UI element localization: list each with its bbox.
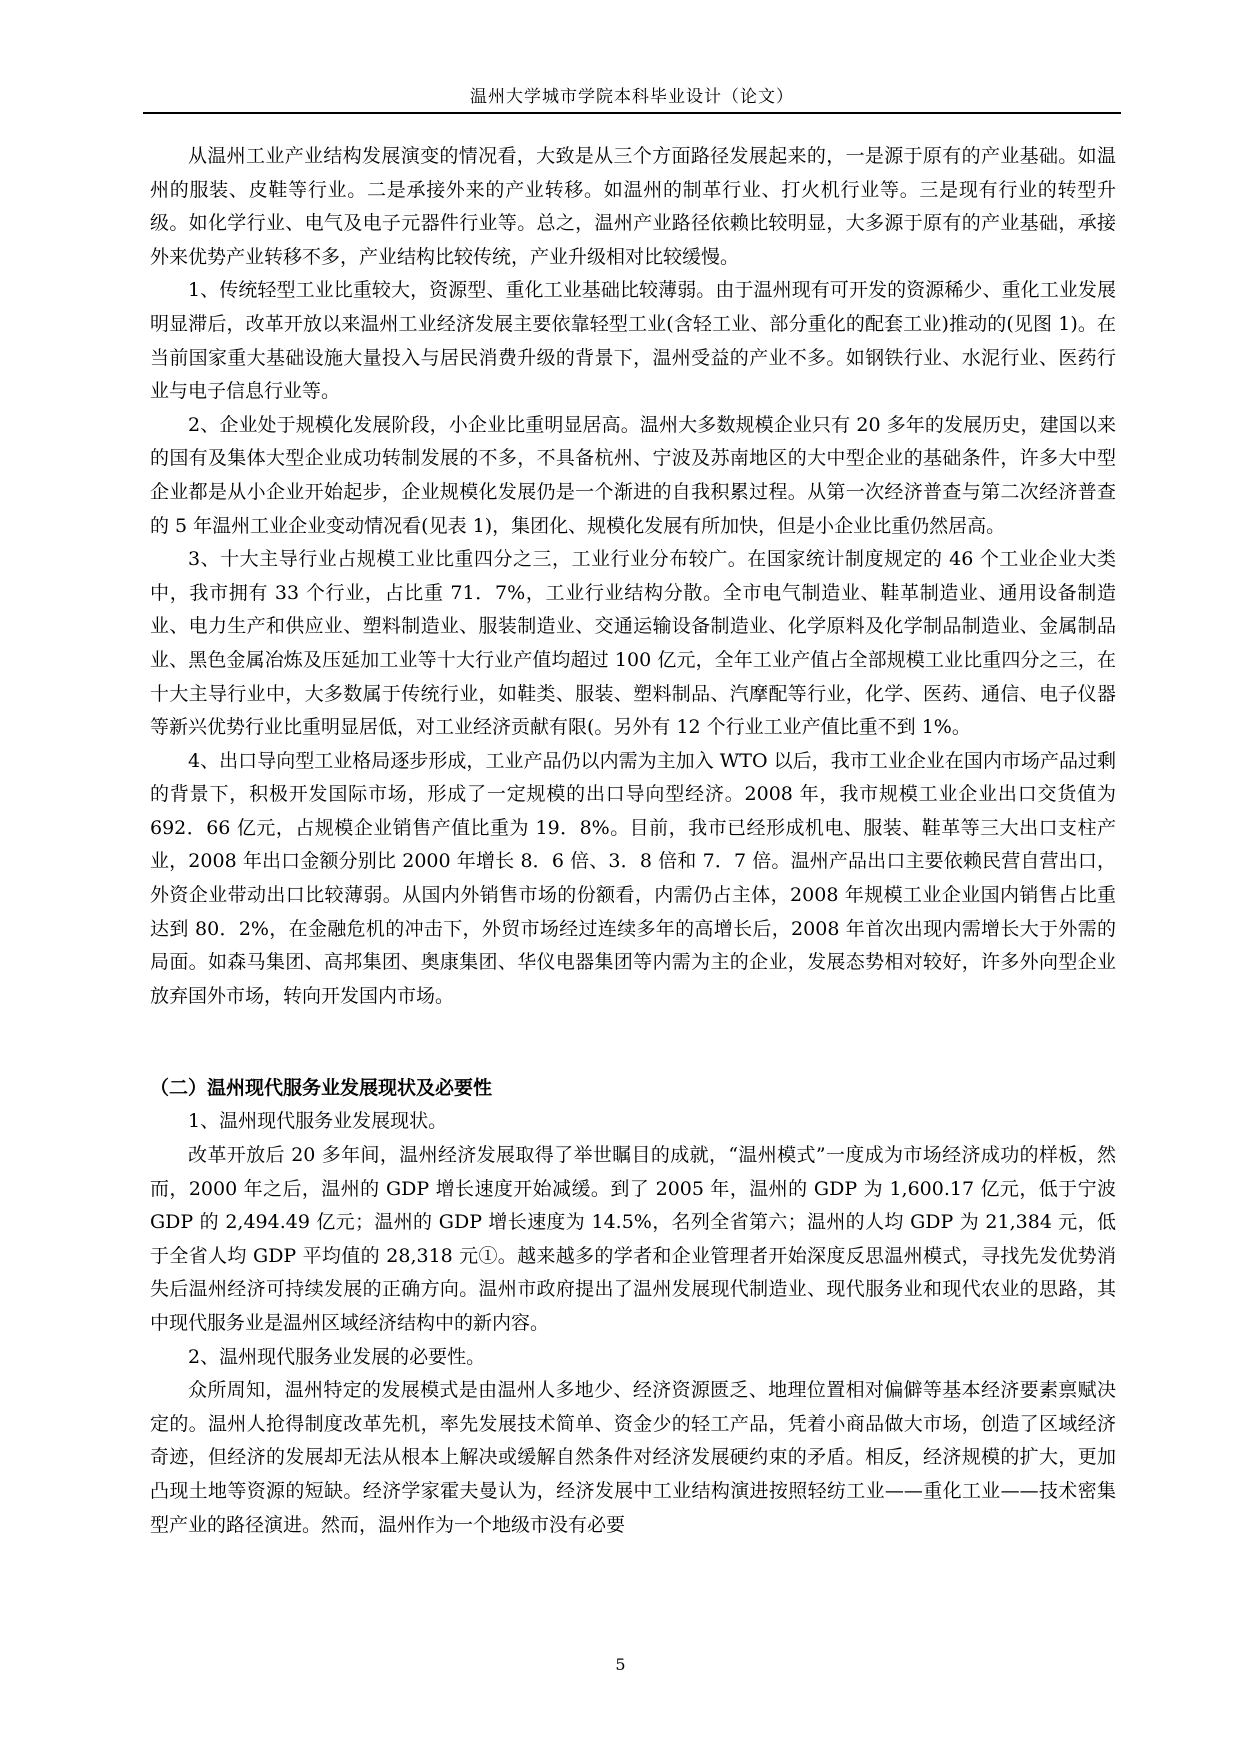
body-paragraph: 4、出口导向型工业格局逐步形成，工业产品仍以内需为主加入 WTO 以后，我市工业企业在国内市场产品过剩的背景下，积极开发国际市场，形成了一定规模的出口导向型经济。2008 年，我市规模工业企业出口交货值为 692．66 亿元，占规模企业销售产值比重为 19．8%。目前，我市已经形成机电、服装、鞋革等三大出口支柱产业，2008 年出口金额分别比 2000 年增长 8．6 倍、3．8 倍和 7．7 倍。温州产品出口主要依赖民营自营出口，外资企业带动出口比较薄弱。从国内外销售市场的份额看，内需仍占主体，2008 年规模工业企业国内销售占比重达到 80．2%，在金融危机的冲击下，外贸市场经过连续多年的高增长后，2008 年首次出现内需增长大于外需的局面。如森马集团、高邦集团、奥康集团、华仪电器集团等内需为主的企业，发展态势相对较好，许多外向型企业放弃国外市场，转向开发国内市场。 [150,749,1116,1007]
header-divider [143,112,1121,114]
section-heading: （二）温州现代服务业发展现状及必要性 [150,1077,493,1100]
body-paragraph: 从温州工业产业结构发展演变的情况看，大致是从三个方面路径发展起来的，一是源于原有的产业基础。如温州的服装、皮鞋等行业。二是承接外来的产业转移。如温州的制革行业、打火机行业等。三是现有行业的转型升级。如化学行业、电气及电子元器件行业等。总之，温州产业路径依赖比较明显，大多源于原有的产业基础，承接外来优势产业转移不多，产业结构比较传统，产业升级相对比较缓慢。 [150,145,1116,268]
body-paragraph: 3、十大主导行业占规模工业比重四分之三，工业行业分布较广。在国家统计制度规定的 46 个工业企业大类中，我市拥有 33 个行业，占比重 71．7%，工业行业结构分散。全市电气制造业、鞋革制造业、通用设备制造业、电力生产和供应业、塑料制造业、服装制造业、交通运输设备制造业、化学原料及化学制品制造业、金属制品业、黑色金属冶炼及压延加工业等十大行业产值均超过 100 亿元，全年工业产值占全部规模工业比重四分之三，在十大主导行业中，大多数属于传统行业，如鞋类、服装、塑料制品、汽摩配等行业，化学、医药、通信、电子仪器等新兴优势行业比重明显居低，对工业经济贡献有限(。另外有 12 个行业工业产值比重不到 1%。 [150,548,1116,739]
document-body [150,140,1116,1542]
section-spacer [150,1013,1116,1071]
subsection-title: 1、温州现代服务业发展现状。 [188,1110,448,1133]
page-header: 温州大学城市学院本科毕业设计（论文） [470,87,794,107]
body-paragraph: 改革开放后 20 多年间，温州经济发展取得了举世瞩目的成就，“温州模式”一度成为市场经济成功的样板，然而，2000 年之后，温州的 GDP 增长速度开始减缓。到了 2005 年，温州的 GDP 为 1,600.17 亿元，低于宁波 GDP 的 2,494.49 亿元；温州的 GDP 增长速度为 14.5%，名列全省第六；温州的人均 GDP 为 21,384 元，低于全省人均 GDP 平均值的 28,318 元①。越来越多的学者和企业管理者开始深度反思温州模式，寻找先发优势消失后温州经济可持续发展的正确方向。温州市政府提出了温州发展现代制造业、现代服务业和现代农业的思路，其中现代服务业是温州区域经济结构中的新内容。 [150,1144,1116,1334]
body-paragraph: 2、企业处于规模化发展阶段，小企业比重明显居高。温州大多数规模企业只有 20 多年的发展历史，建国以来的国有及集体大型企业成功转制发展的不多，不具备杭州、宁波及苏南地区的大中型企业的基础条件，许多大中型企业都是从小企业开始起步，企业规模化发展仍是一个渐进的自我积累过程。从第一次经济普查与第二次经济普查的 5 年温州工业企业变动情况看(见表 1)，集团化、规模化发展有所加快，但是小企业比重仍然居高。 [150,413,1116,537]
page-number: 5 [615,1655,626,1674]
subsection-title: 2、温州现代服务业发展的必要性。 [188,1345,486,1368]
body-paragraph: 众所周知，温州特定的发展模式是由温州人多地少、经济资源匮乏、地理位置相对偏僻等基本经济要素禀赋决定的。温州人抢得制度改革先机，率先发展技术简单、资金少的轻工产品，凭着小商品做大市场，创造了区域经济奇迹，但经济的发展却无法从根本上解决或缓解自然条件对经济发展硬约束的矛盾。相反，经济规模的扩大，更加凸现土地等资源的短缺。经济学家霍夫曼认为，经济发展中工业结构演进按照轻纺工业——重化工业——技术密集型产业的路径演进。然而，温州作为一个地级市没有必要 [150,1379,1116,1536]
body-paragraph: 1、传统轻型工业比重较大，资源型、重化工业基础比较薄弱。由于温州现有可开发的资源稀少、重化工业发展明显滞后，改革开放以来温州工业经济发展主要依靠轻型工业(含轻工业、部分重化的配套工业)推动的(见图 1)。在当前国家重大基础设施大量投入与居民消费升级的背景下，温州受益的产业不多。如钢铁行业、水泥行业、医药行业与电子信息行业等。 [150,279,1116,403]
